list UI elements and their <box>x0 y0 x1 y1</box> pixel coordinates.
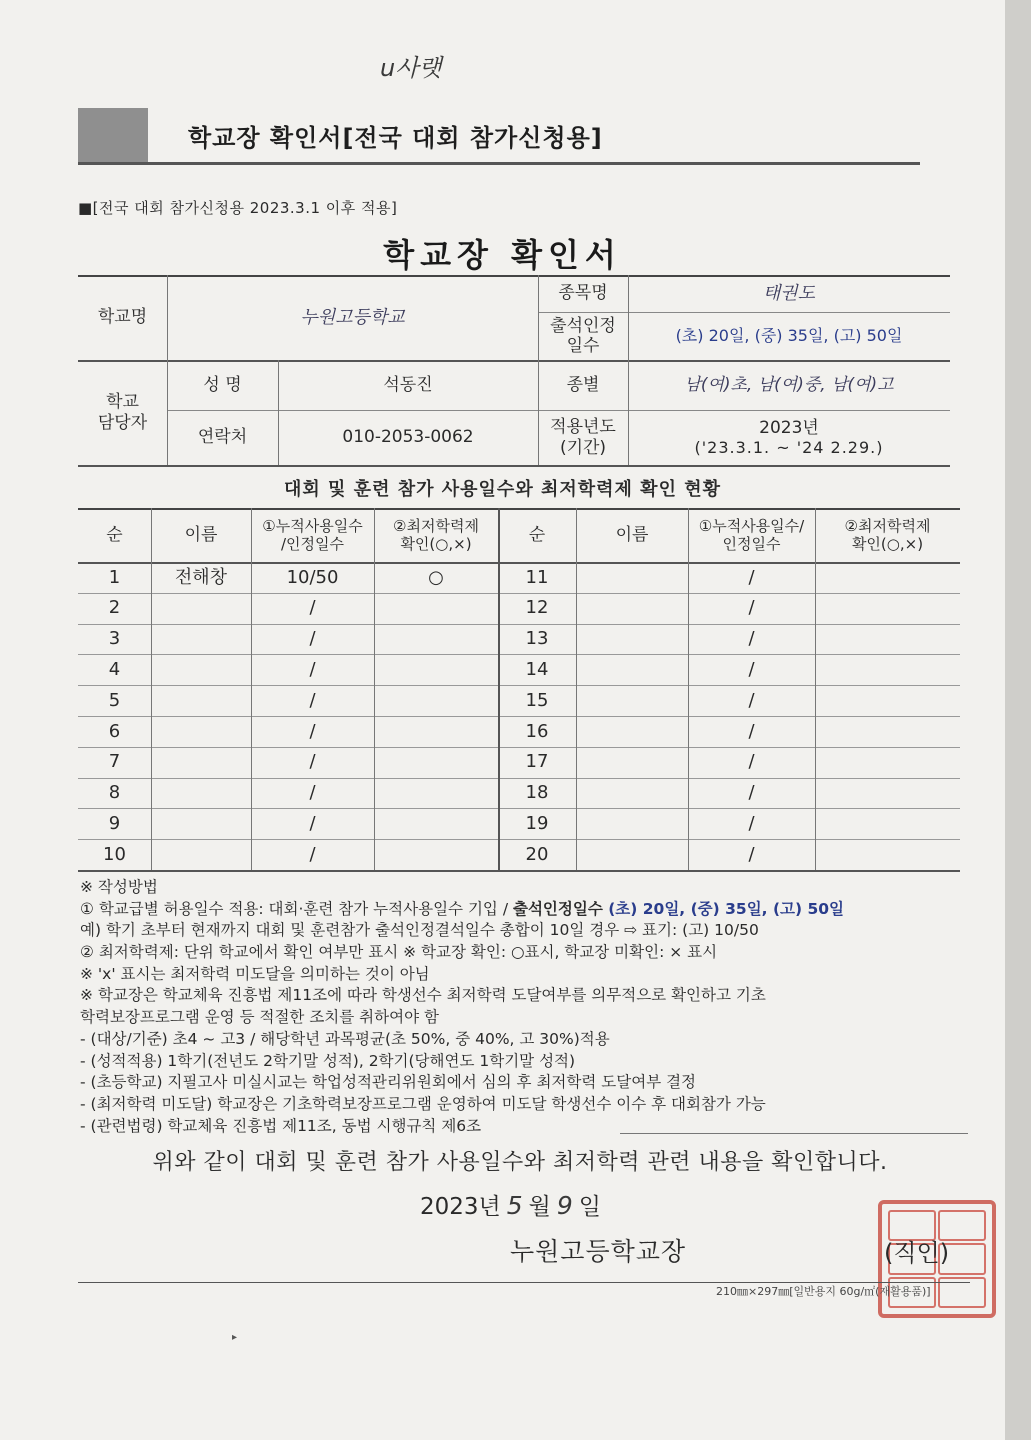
year-label: 적용년도 (기간) <box>550 417 616 458</box>
instruction-bullet-1: - (대상/기준) 초4 ~ 고3 / 해당학년 과목평균(초 50%, 중 40%, 고 30%)적용 <box>80 1029 610 1048</box>
table-cell-check2 <box>815 839 960 870</box>
stray-mark: ▸ <box>232 1332 238 1343</box>
manager-name-value: 석동진 <box>383 374 433 395</box>
date-day: 9 <box>556 1191 573 1220</box>
instruction-bullet-5: - (관련법령) 학교체육 진흥법 제11조, 동법 시행규칙 제6조 <box>80 1116 482 1135</box>
table-cell-check <box>374 747 498 778</box>
table-cell-no: 4 <box>108 658 121 680</box>
table-cell-check2 <box>815 808 960 839</box>
date-day-unit: 일 <box>578 1194 602 1220</box>
table-header-cell: ①누적사용일수 /인정일수 <box>262 517 363 553</box>
table-cell-no2: 14 <box>525 658 549 680</box>
table-cell-name: 전해창 <box>174 566 228 588</box>
table-cell-days2: / <box>748 782 755 804</box>
instruction-1-bold: 출석인정일수 <box>512 899 609 918</box>
page-title: 학교장 확인서 <box>383 236 622 274</box>
table-cell-no: 6 <box>108 720 121 742</box>
manager-name-label: 성 명 <box>203 374 242 395</box>
instruction-bullet-4: - (최저학력 미도달) 학교장은 기초학력보장프로그램 운영하여 미도달 학생선수 이수 후 대회참가 가능 <box>80 1094 766 1113</box>
sport-label: 종목명 <box>558 283 608 304</box>
table-cell-check2 <box>815 747 960 778</box>
instruction-1-text: ① 학교급별 허용일수 적용: 대회·훈련 참가 누적사용일수 기입 / <box>80 899 513 918</box>
table-cell-days: / <box>309 597 316 619</box>
table-cell-name <box>151 654 251 685</box>
table-cell-check2 <box>815 716 960 747</box>
background-edge <box>1005 0 1031 1440</box>
header-title: 학교장 확인서[전국 대회 참가신청용] <box>188 124 603 152</box>
table-cell-name2 <box>576 778 688 809</box>
table-cell-no2: 16 <box>525 720 549 742</box>
table-cell-days: / <box>309 782 316 804</box>
handwritten-note: u사랫 <box>380 54 442 82</box>
table-cell-days: / <box>309 812 316 834</box>
table-cell-name2 <box>576 685 688 716</box>
principal-signature: 누원고등학교장 <box>510 1237 687 1266</box>
table-cell-days: / <box>309 751 316 773</box>
table-cell-check2 <box>815 778 960 809</box>
table-cell-days2: / <box>748 566 755 588</box>
table-cell-no: 8 <box>108 782 121 804</box>
table-cell-name2 <box>576 716 688 747</box>
table-cell-days2: / <box>748 751 755 773</box>
table-header-cell: 이름 <box>184 524 218 545</box>
year-period: ('23.3.1. ~ '24 2.29.) <box>694 438 884 458</box>
participation-table <box>78 508 960 870</box>
attendance-days-value: (초) 20일, (중) 35일, (고) 50일 <box>675 326 903 346</box>
table-cell-check: ○ <box>428 566 444 588</box>
table-cell-no: 2 <box>108 597 121 619</box>
contact-value: 010-2053-0062 <box>342 427 474 448</box>
table-cell-days2: / <box>748 597 755 619</box>
table-cell-check2 <box>815 654 960 685</box>
table-cell-check2 <box>815 685 960 716</box>
section-title: 대회 및 훈련 참가 사용일수와 최저학력제 확인 현황 <box>283 479 721 500</box>
table-cell-no: 10 <box>103 843 126 865</box>
instruction-1-example: 예) 학기 초부터 현재까지 대회 및 훈련참가 출석인정결석일수 총합이 10일 경우 ⇨ 표기: (고) 10/50 <box>80 921 759 940</box>
instruction-note-2b: 학력보장프로그램 운영 등 적절한 조치를 취하여야 함 <box>80 1008 439 1027</box>
table-cell-name <box>151 593 251 624</box>
date-year: 2023년 <box>420 1194 501 1220</box>
instructions <box>80 877 980 1137</box>
table-cell-name <box>151 839 251 870</box>
table-cell-days: 10/50 <box>286 566 339 588</box>
school-name-label: 학교명 <box>97 307 148 328</box>
instruction-bullet-2: - (성적적용) 1학기(전년도 2학기말 성적), 2학기(당해연도 1학기말 성적) <box>80 1051 576 1070</box>
instruction-note-1: ※ 'x' 표시는 최저학력 미도달을 의미하는 것이 아님 <box>80 964 430 983</box>
table-cell-name <box>151 778 251 809</box>
year-cell <box>628 410 950 465</box>
table-header-cell: ②최저학력제 확인(○,×) <box>393 517 479 553</box>
table-cell-name2 <box>576 593 688 624</box>
table-cell-name2 <box>576 839 688 870</box>
table-cell-name2 <box>576 654 688 685</box>
instruction-2: ② 최저학력제: 단위 학교에서 확인 여부만 표시 ※ 학교장 확인: ○표시, 학교장 미확인: × 표시 <box>80 943 718 962</box>
table-cell-no2: 11 <box>525 566 549 588</box>
instruction-1 <box>80 899 980 921</box>
table-cell-no2: 19 <box>525 812 549 834</box>
table-cell-check <box>374 839 498 870</box>
table-header-cell: 이름 <box>615 524 649 545</box>
table-cell-check2 <box>815 624 960 655</box>
table-cell-check <box>374 593 498 624</box>
table-cell-no2: 17 <box>525 751 549 773</box>
sport-value: 태권도 <box>762 282 816 304</box>
table-header-cell: 순 <box>106 524 123 545</box>
table-cell-check <box>374 685 498 716</box>
table-cell-name2 <box>576 624 688 655</box>
table-cell-no2: 12 <box>525 597 549 619</box>
attendance-label: 출석인정 일수 <box>550 315 616 356</box>
table-cell-name <box>151 808 251 839</box>
table-cell-days2: / <box>748 843 755 865</box>
table-cell-name2 <box>576 808 688 839</box>
manager-label: 학교 담당자 <box>97 392 148 433</box>
paper-spec: 210㎜×297㎜[일반용지 60g/㎡(재활용품)] <box>716 1285 931 1298</box>
table-cell-days: / <box>309 658 316 680</box>
instruction-1-days: (초) 20일, (중) 35일, (고) 50일 <box>608 899 845 918</box>
table-cell-days: / <box>309 720 316 742</box>
table-header-cell: ①누적사용일수/ 인정일수 <box>698 517 805 553</box>
table-cell-no2: 13 <box>525 628 549 650</box>
table-cell-check2 <box>815 562 960 593</box>
table-cell-no2: 20 <box>525 843 549 865</box>
table-cell-name <box>151 747 251 778</box>
table-cell-check <box>374 716 498 747</box>
table-cell-name <box>151 716 251 747</box>
table-cell-name2 <box>576 747 688 778</box>
seal-label: (직인) <box>884 1239 950 1267</box>
table-cell-days2: / <box>748 720 755 742</box>
table-cell-name2 <box>576 562 688 593</box>
category-value: 남(여)초, 남(여)중, 남(여)고 <box>684 374 894 395</box>
table-cell-name <box>151 624 251 655</box>
instruction-bullet-3: - (초등학교) 지필고사 미실시교는 학업성적관리위원회에서 심의 후 최저학력 도달여부 결정 <box>80 1073 697 1092</box>
school-name-value: 누원고등학교 <box>300 306 405 328</box>
instruction-note-2: ※ 학교장은 학교체육 진흥법 제11조에 따라 학생선수 최저학력 도달여부를 의무적으로 확인하고 기초 <box>80 986 766 1005</box>
table-cell-days2: / <box>748 812 755 834</box>
table-cell-check <box>374 778 498 809</box>
table-cell-days2: / <box>748 658 755 680</box>
info-table <box>78 275 950 465</box>
table-cell-no: 1 <box>108 566 121 588</box>
table-header-cell: 순 <box>528 524 546 545</box>
table-cell-no: 7 <box>108 751 121 773</box>
table-cell-no: 3 <box>108 628 121 650</box>
date-month: 5 <box>506 1191 523 1220</box>
instructions-heading: ※ 작성방법 <box>80 878 158 896</box>
sign-date <box>420 1188 601 1221</box>
table-cell-days: / <box>309 689 316 711</box>
table-cell-check <box>374 654 498 685</box>
applicability-note: ■[전국 대회 참가신청용 2023.3.1 이후 적용] <box>78 199 398 217</box>
table-cell-days: / <box>309 843 316 865</box>
table-cell-no2: 18 <box>525 782 549 804</box>
table-cell-name <box>151 685 251 716</box>
table-cell-no: 5 <box>108 689 121 711</box>
category-label: 종별 <box>566 374 600 395</box>
table-bottom-border <box>78 870 960 872</box>
contact-label: 연락처 <box>197 427 248 448</box>
table-cell-no: 9 <box>108 812 121 834</box>
table-cell-check <box>374 624 498 655</box>
table-cell-check2 <box>815 593 960 624</box>
header-gray-block <box>78 108 148 162</box>
table-cell-check <box>374 808 498 839</box>
table-cell-days2: / <box>748 689 755 711</box>
year-value: 2023년 <box>759 417 819 438</box>
confirmation-text: 위와 같이 대회 및 훈련 참가 사용일수와 최저학력 관련 내용을 확인합니다. <box>152 1150 888 1175</box>
table-cell-days2: / <box>748 628 755 650</box>
notes-divider <box>620 1133 968 1134</box>
table-header-cell: ②최저학력제 확인(○,×) <box>844 517 931 553</box>
date-month-unit: 월 <box>528 1194 551 1220</box>
table-cell-no2: 15 <box>525 689 549 711</box>
table-cell-days: / <box>309 628 316 650</box>
